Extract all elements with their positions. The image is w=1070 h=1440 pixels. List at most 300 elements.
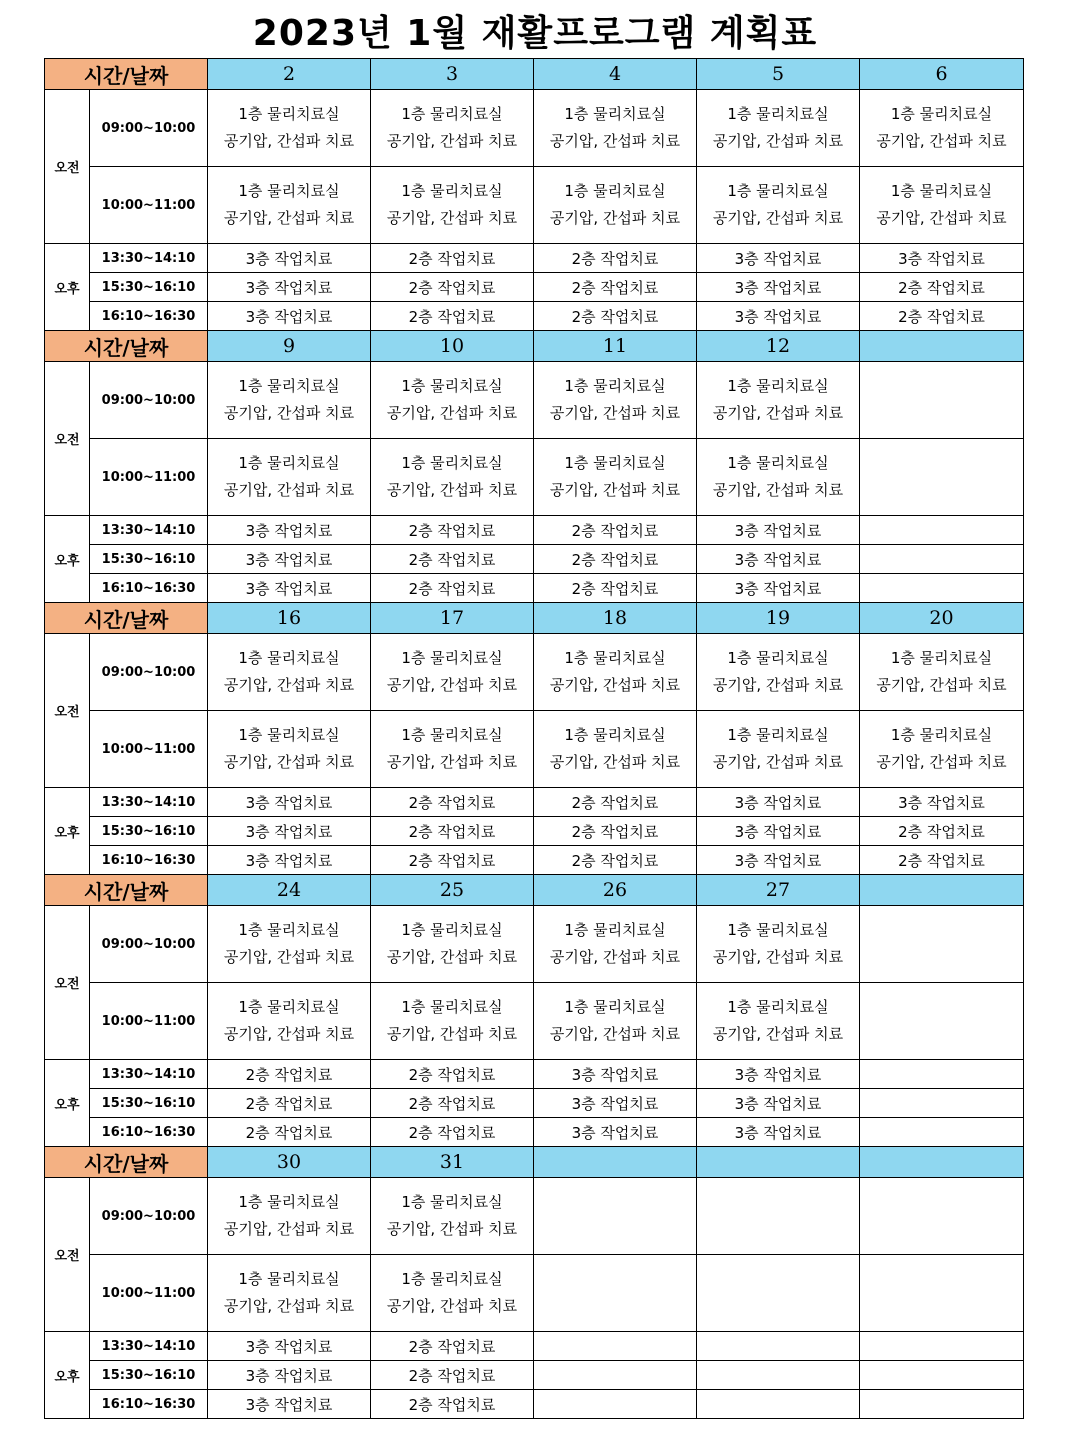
therapy-type: 공기압, 간섭파 치료 — [223, 404, 355, 422]
pm-row — [45, 516, 1024, 545]
schedule-cell — [534, 1332, 697, 1361]
therapy-room: 1층 물리치료실 — [401, 454, 503, 472]
therapy-type: 공기압, 간섭파 치료 — [876, 209, 1007, 227]
therapy-type: 공기압, 간섭파 치료 — [386, 1297, 518, 1315]
schedule-cell — [208, 906, 371, 983]
schedule-cell: 2층 작업치료 — [860, 302, 1024, 331]
day-header: 20 — [860, 603, 1024, 634]
time-date-header: 시간/날짜 — [45, 59, 208, 90]
schedule-cell — [860, 1089, 1024, 1118]
schedule-cell — [860, 1060, 1024, 1089]
therapy-room: 1층 물리치료실 — [401, 726, 503, 744]
pm-row — [45, 788, 1024, 817]
schedule-cell — [697, 90, 860, 167]
therapy-type: 공기압, 간섭파 치료 — [223, 948, 355, 966]
therapy-room: 1층 물리치료실 — [238, 998, 340, 1016]
schedule-cell — [208, 167, 371, 244]
therapy-room: 1층 물리치료실 — [401, 1193, 503, 1211]
therapy-room: 1층 물리치료실 — [564, 182, 666, 200]
therapy-room: 1층 물리치료실 — [727, 921, 829, 939]
time-slot: 10:00~11:00 — [90, 439, 208, 516]
therapy-room: 1층 물리치료실 — [727, 377, 829, 395]
therapy-type: 공기압, 간섭파 치료 — [223, 209, 355, 227]
therapy-room: 1층 물리치료실 — [401, 182, 503, 200]
am-row — [45, 167, 1024, 244]
period-pm: 오후 — [45, 244, 90, 331]
week-header-row — [45, 875, 1024, 906]
am-row — [45, 439, 1024, 516]
time-slot: 16:10~16:30 — [90, 1390, 208, 1419]
schedule-cell — [534, 362, 697, 439]
schedule-cell — [534, 439, 697, 516]
day-header: 18 — [534, 603, 697, 634]
therapy-type: 공기압, 간섭파 치료 — [549, 209, 681, 227]
time-slot: 10:00~11:00 — [90, 983, 208, 1060]
schedule-cell: 2층 작업치료 — [371, 846, 534, 875]
therapy-room: 1층 물리치료실 — [238, 726, 340, 744]
schedule-cell: 2층 작업치료 — [534, 817, 697, 846]
schedule-cell: 3층 작업치료 — [697, 516, 860, 545]
schedule-cell: 2층 작업치료 — [534, 545, 697, 574]
therapy-room: 1층 물리치료실 — [890, 182, 993, 200]
time-slot: 16:10~16:30 — [90, 574, 208, 603]
time-slot: 10:00~11:00 — [90, 711, 208, 788]
schedule-cell — [371, 362, 534, 439]
therapy-type: 공기압, 간섭파 치료 — [386, 1025, 518, 1043]
day-header: 3 — [371, 59, 534, 90]
time-slot: 15:30~16:10 — [90, 1089, 208, 1118]
schedule-cell: 3층 작업치료 — [697, 788, 860, 817]
schedule-cell — [697, 906, 860, 983]
pm-row — [45, 273, 1024, 302]
am-row — [45, 634, 1024, 711]
schedule-cell: 2층 작업치료 — [860, 846, 1024, 875]
time-slot: 13:30~14:10 — [90, 1332, 208, 1361]
schedule-cell: 2층 작업치료 — [371, 516, 534, 545]
schedule-cell: 2층 작업치료 — [534, 574, 697, 603]
therapy-room: 1층 물리치료실 — [401, 105, 503, 123]
schedule-cell — [208, 983, 371, 1060]
pm-row — [45, 1118, 1024, 1147]
schedule-cell: 2층 작업치료 — [371, 817, 534, 846]
day-header — [534, 1147, 697, 1178]
day-header: 11 — [534, 331, 697, 362]
schedule-cell: 3층 작업치료 — [860, 244, 1024, 273]
day-header: 4 — [534, 59, 697, 90]
therapy-room: 1층 물리치료실 — [564, 649, 666, 667]
schedule-cell: 2층 작업치료 — [371, 244, 534, 273]
therapy-type: 공기압, 간섭파 치료 — [223, 753, 355, 771]
therapy-type: 공기압, 간섭파 치료 — [386, 404, 518, 422]
therapy-room: 1층 물리치료실 — [564, 377, 666, 395]
am-row — [45, 1178, 1024, 1255]
therapy-room: 1층 물리치료실 — [890, 649, 993, 667]
schedule-cell: 3층 작업치료 — [208, 788, 371, 817]
therapy-type: 공기압, 간섭파 치료 — [386, 753, 518, 771]
therapy-type: 공기압, 간섭파 치료 — [712, 948, 844, 966]
schedule-cell — [208, 1255, 371, 1332]
schedule-cell: 3층 작업치료 — [534, 1060, 697, 1089]
schedule-cell — [534, 1178, 697, 1255]
period-pm: 오후 — [45, 788, 90, 875]
therapy-type: 공기압, 간섭파 치료 — [223, 132, 355, 150]
therapy-type: 공기압, 간섭파 치료 — [386, 948, 518, 966]
schedule-cell: 2층 작업치료 — [371, 1118, 534, 1147]
schedule-cell: 2층 작업치료 — [534, 846, 697, 875]
day-header: 31 — [371, 1147, 534, 1178]
period-am: 오전 — [45, 634, 90, 788]
day-header: 24 — [208, 875, 371, 906]
schedule-cell: 3층 작업치료 — [208, 817, 371, 846]
schedule-cell — [860, 1118, 1024, 1147]
therapy-type: 공기압, 간섭파 치료 — [549, 404, 681, 422]
therapy-type: 공기압, 간섭파 치료 — [712, 209, 844, 227]
therapy-room: 1층 물리치료실 — [727, 105, 829, 123]
day-header: 9 — [208, 331, 371, 362]
time-slot: 15:30~16:10 — [90, 817, 208, 846]
therapy-room: 1층 물리치료실 — [401, 649, 503, 667]
therapy-room: 1층 물리치료실 — [727, 726, 829, 744]
time-slot: 16:10~16:30 — [90, 846, 208, 875]
therapy-room: 1층 물리치료실 — [238, 454, 340, 472]
schedule-cell — [697, 634, 860, 711]
therapy-type: 공기압, 간섭파 치료 — [712, 1025, 844, 1043]
schedule-cell — [371, 711, 534, 788]
schedule-cell — [860, 1255, 1024, 1332]
therapy-room: 1층 물리치료실 — [238, 105, 340, 123]
schedule-cell — [860, 574, 1024, 603]
therapy-type: 공기압, 간섭파 치료 — [712, 404, 844, 422]
am-row — [45, 983, 1024, 1060]
schedule-cell — [860, 516, 1024, 545]
schedule-cell — [860, 167, 1024, 244]
week-header-row — [45, 59, 1024, 90]
schedule-cell: 2층 작업치료 — [534, 788, 697, 817]
therapy-type: 공기압, 간섭파 치료 — [386, 1220, 518, 1238]
time-slot: 09:00~10:00 — [90, 362, 208, 439]
am-row — [45, 711, 1024, 788]
schedule-cell — [534, 906, 697, 983]
period-pm: 오후 — [45, 1060, 90, 1147]
time-slot: 15:30~16:10 — [90, 1361, 208, 1390]
schedule-cell: 2층 작업치료 — [371, 545, 534, 574]
time-slot: 15:30~16:10 — [90, 273, 208, 302]
am-row — [45, 90, 1024, 167]
schedule-cell — [534, 711, 697, 788]
schedule-cell — [697, 983, 860, 1060]
schedule-cell: 3층 작업치료 — [697, 302, 860, 331]
schedule-cell: 3층 작업치료 — [208, 846, 371, 875]
schedule-cell — [534, 167, 697, 244]
therapy-room: 1층 물리치료실 — [890, 726, 993, 744]
therapy-room: 1층 물리치료실 — [564, 998, 666, 1016]
day-header — [860, 1147, 1024, 1178]
therapy-type: 공기압, 간섭파 치료 — [876, 753, 1007, 771]
day-header: 16 — [208, 603, 371, 634]
period-pm: 오후 — [45, 1332, 90, 1419]
therapy-type: 공기압, 간섭파 치료 — [386, 676, 518, 694]
schedule-cell — [371, 167, 534, 244]
schedule-cell: 3층 작업치료 — [697, 545, 860, 574]
therapy-type: 공기압, 간섭파 치료 — [876, 676, 1007, 694]
schedule-cell: 3층 작업치료 — [208, 1332, 371, 1361]
schedule-cell: 3층 작업치료 — [697, 846, 860, 875]
time-date-header: 시간/날짜 — [45, 603, 208, 634]
schedule-cell: 2층 작업치료 — [371, 273, 534, 302]
therapy-type: 공기압, 간섭파 치료 — [386, 209, 518, 227]
time-slot: 09:00~10:00 — [90, 90, 208, 167]
pm-row — [45, 846, 1024, 875]
schedule-cell: 2층 작업치료 — [371, 788, 534, 817]
schedule-cell: 3층 작업치료 — [208, 1390, 371, 1419]
schedule-cell — [534, 90, 697, 167]
schedule-cell — [860, 545, 1024, 574]
week-header-row — [45, 331, 1024, 362]
day-header: 5 — [697, 59, 860, 90]
schedule-cell: 3층 작업치료 — [208, 273, 371, 302]
schedule-table — [44, 58, 1024, 1419]
am-row — [45, 906, 1024, 983]
week-header-row — [45, 603, 1024, 634]
schedule-cell — [697, 1255, 860, 1332]
schedule-cell: 2층 작업치료 — [208, 1118, 371, 1147]
day-header — [860, 331, 1024, 362]
day-header: 30 — [208, 1147, 371, 1178]
time-date-header: 시간/날짜 — [45, 875, 208, 906]
therapy-type: 공기압, 간섭파 치료 — [549, 676, 681, 694]
schedule-cell — [371, 439, 534, 516]
schedule-cell: 3층 작업치료 — [697, 1118, 860, 1147]
schedule-cell: 3층 작업치료 — [534, 1089, 697, 1118]
time-slot: 16:10~16:30 — [90, 1118, 208, 1147]
schedule-cell — [534, 1361, 697, 1390]
period-am: 오전 — [45, 90, 90, 244]
pm-row — [45, 817, 1024, 846]
schedule-cell — [860, 439, 1024, 516]
schedule-cell: 3층 작업치료 — [534, 1118, 697, 1147]
therapy-type: 공기압, 간섭파 치료 — [549, 132, 681, 150]
pm-row — [45, 244, 1024, 273]
schedule-cell: 2층 작업치료 — [371, 1390, 534, 1419]
schedule-cell: 2층 작업치료 — [371, 1060, 534, 1089]
day-header — [860, 875, 1024, 906]
time-slot: 09:00~10:00 — [90, 1178, 208, 1255]
day-header: 6 — [860, 59, 1024, 90]
therapy-type: 공기압, 간섭파 치료 — [223, 1297, 355, 1315]
schedule-cell — [534, 983, 697, 1060]
schedule-cell — [697, 1332, 860, 1361]
schedule-cell: 3층 작업치료 — [208, 516, 371, 545]
schedule-cell — [697, 711, 860, 788]
schedule-cell: 2층 작업치료 — [534, 516, 697, 545]
schedule-cell — [371, 906, 534, 983]
day-header: 12 — [697, 331, 860, 362]
pm-row — [45, 302, 1024, 331]
therapy-type: 공기압, 간섭파 치료 — [712, 676, 844, 694]
therapy-type: 공기압, 간섭파 치료 — [386, 132, 518, 150]
therapy-room: 1층 물리치료실 — [401, 921, 503, 939]
time-slot: 13:30~14:10 — [90, 244, 208, 273]
schedule-cell — [697, 362, 860, 439]
schedule-cell: 3층 작업치료 — [208, 545, 371, 574]
therapy-room: 1층 물리치료실 — [238, 182, 340, 200]
schedule-cell: 2층 작업치료 — [371, 302, 534, 331]
therapy-type: 공기압, 간섭파 치료 — [712, 753, 844, 771]
time-date-header: 시간/날짜 — [45, 1147, 208, 1178]
schedule-cell: 3층 작업치료 — [697, 817, 860, 846]
day-header: 27 — [697, 875, 860, 906]
schedule-cell — [860, 1178, 1024, 1255]
schedule-cell: 3층 작업치료 — [697, 1060, 860, 1089]
day-header: 10 — [371, 331, 534, 362]
time-slot: 13:30~14:10 — [90, 1060, 208, 1089]
schedule-cell: 2층 작업치료 — [371, 574, 534, 603]
schedule-cell — [697, 1361, 860, 1390]
schedule-cell — [697, 1390, 860, 1419]
time-date-header: 시간/날짜 — [45, 331, 208, 362]
therapy-room: 1층 물리치료실 — [727, 649, 829, 667]
therapy-type: 공기압, 간섭파 치료 — [549, 1025, 681, 1043]
schedule-cell — [371, 1178, 534, 1255]
schedule-cell: 3층 작업치료 — [697, 273, 860, 302]
schedule-cell: 2층 작업치료 — [371, 1361, 534, 1390]
schedule-cell: 3층 작업치료 — [208, 574, 371, 603]
schedule-cell: 3층 작업치료 — [697, 1089, 860, 1118]
therapy-room: 1층 물리치료실 — [238, 649, 340, 667]
pm-row — [45, 1390, 1024, 1419]
schedule-cell: 3층 작업치료 — [697, 574, 860, 603]
therapy-room: 1층 물리치료실 — [890, 105, 993, 123]
schedule-cell — [860, 1332, 1024, 1361]
therapy-room: 1층 물리치료실 — [727, 182, 829, 200]
schedule-cell: 2층 작업치료 — [860, 273, 1024, 302]
day-header: 17 — [371, 603, 534, 634]
schedule-cell — [208, 90, 371, 167]
pm-row — [45, 545, 1024, 574]
time-slot: 15:30~16:10 — [90, 545, 208, 574]
therapy-room: 1층 물리치료실 — [564, 454, 666, 472]
day-header — [697, 1147, 860, 1178]
period-am: 오전 — [45, 362, 90, 516]
therapy-type: 공기압, 간섭파 치료 — [223, 1220, 355, 1238]
pm-row — [45, 1361, 1024, 1390]
therapy-type: 공기압, 간섭파 치료 — [223, 1025, 355, 1043]
therapy-type: 공기압, 간섭파 치료 — [712, 481, 844, 499]
day-header: 2 — [208, 59, 371, 90]
schedule-cell: 3층 작업치료 — [697, 244, 860, 273]
day-header: 25 — [371, 875, 534, 906]
am-row — [45, 362, 1024, 439]
time-slot: 09:00~10:00 — [90, 634, 208, 711]
schedule-cell — [534, 1390, 697, 1419]
day-header: 19 — [697, 603, 860, 634]
therapy-room: 1층 물리치료실 — [238, 921, 340, 939]
therapy-type: 공기압, 간섭파 치료 — [549, 753, 681, 771]
schedule-cell: 3층 작업치료 — [860, 788, 1024, 817]
schedule-cell: 2층 작업치료 — [534, 302, 697, 331]
schedule-cell — [208, 634, 371, 711]
period-pm: 오후 — [45, 516, 90, 603]
schedule-cell — [860, 90, 1024, 167]
schedule-cell — [697, 167, 860, 244]
schedule-cell — [371, 90, 534, 167]
pm-row — [45, 1089, 1024, 1118]
schedule-cell — [860, 983, 1024, 1060]
therapy-room: 1층 물리치료실 — [727, 998, 829, 1016]
pm-row — [45, 574, 1024, 603]
week-header-row — [45, 1147, 1024, 1178]
therapy-type: 공기압, 간섭파 치료 — [223, 676, 355, 694]
am-row — [45, 1255, 1024, 1332]
time-slot: 13:30~14:10 — [90, 516, 208, 545]
pm-row — [45, 1332, 1024, 1361]
schedule-cell — [208, 362, 371, 439]
therapy-room: 1층 물리치료실 — [401, 998, 503, 1016]
schedule-cell: 2층 작업치료 — [860, 817, 1024, 846]
schedule-cell — [534, 634, 697, 711]
schedule-cell — [697, 1178, 860, 1255]
schedule-cell — [534, 1255, 697, 1332]
schedule-cell — [860, 1361, 1024, 1390]
schedule-cell — [860, 711, 1024, 788]
schedule-cell — [208, 439, 371, 516]
schedule-cell — [860, 634, 1024, 711]
therapy-room: 1층 물리치료실 — [564, 105, 666, 123]
schedule-cell — [208, 1178, 371, 1255]
schedule-cell: 2층 작업치료 — [208, 1060, 371, 1089]
therapy-room: 1층 물리치료실 — [564, 921, 666, 939]
time-slot: 09:00~10:00 — [90, 906, 208, 983]
schedule-cell — [697, 439, 860, 516]
pm-row — [45, 1060, 1024, 1089]
therapy-type: 공기압, 간섭파 치료 — [549, 481, 681, 499]
schedule-cell — [371, 634, 534, 711]
time-slot: 10:00~11:00 — [90, 167, 208, 244]
time-slot: 16:10~16:30 — [90, 302, 208, 331]
therapy-room: 1층 물리치료실 — [401, 377, 503, 395]
time-slot: 13:30~14:10 — [90, 788, 208, 817]
schedule-cell — [371, 1255, 534, 1332]
schedule-cell: 2층 작업치료 — [534, 244, 697, 273]
schedule-cell — [208, 711, 371, 788]
schedule-cell — [860, 1390, 1024, 1419]
therapy-room: 1층 물리치료실 — [727, 454, 829, 472]
schedule-cell: 3층 작업치료 — [208, 244, 371, 273]
therapy-room: 1층 물리치료실 — [238, 377, 340, 395]
therapy-room: 1층 물리치료실 — [238, 1193, 340, 1211]
time-slot: 10:00~11:00 — [90, 1255, 208, 1332]
day-header: 26 — [534, 875, 697, 906]
schedule-cell: 2층 작업치료 — [534, 273, 697, 302]
page-title: 2023년 1월 재활프로그램 계획표 — [252, 13, 818, 54]
schedule-cell: 3층 작업치료 — [208, 1361, 371, 1390]
schedule-cell — [860, 362, 1024, 439]
schedule-cell: 2층 작업치료 — [208, 1089, 371, 1118]
period-am: 오전 — [45, 1178, 90, 1332]
therapy-type: 공기압, 간섭파 치료 — [223, 481, 355, 499]
therapy-type: 공기압, 간섭파 치료 — [876, 132, 1007, 150]
schedule-cell: 2층 작업치료 — [371, 1089, 534, 1118]
schedule-cell — [371, 983, 534, 1060]
schedule-cell — [860, 906, 1024, 983]
schedule-cell: 2층 작업치료 — [371, 1332, 534, 1361]
therapy-room: 1층 물리치료실 — [564, 726, 666, 744]
therapy-room: 1층 물리치료실 — [238, 1270, 340, 1288]
period-am: 오전 — [45, 906, 90, 1060]
therapy-type: 공기압, 간섭파 치료 — [712, 132, 844, 150]
therapy-room: 1층 물리치료실 — [401, 1270, 503, 1288]
therapy-type: 공기압, 간섭파 치료 — [386, 481, 518, 499]
